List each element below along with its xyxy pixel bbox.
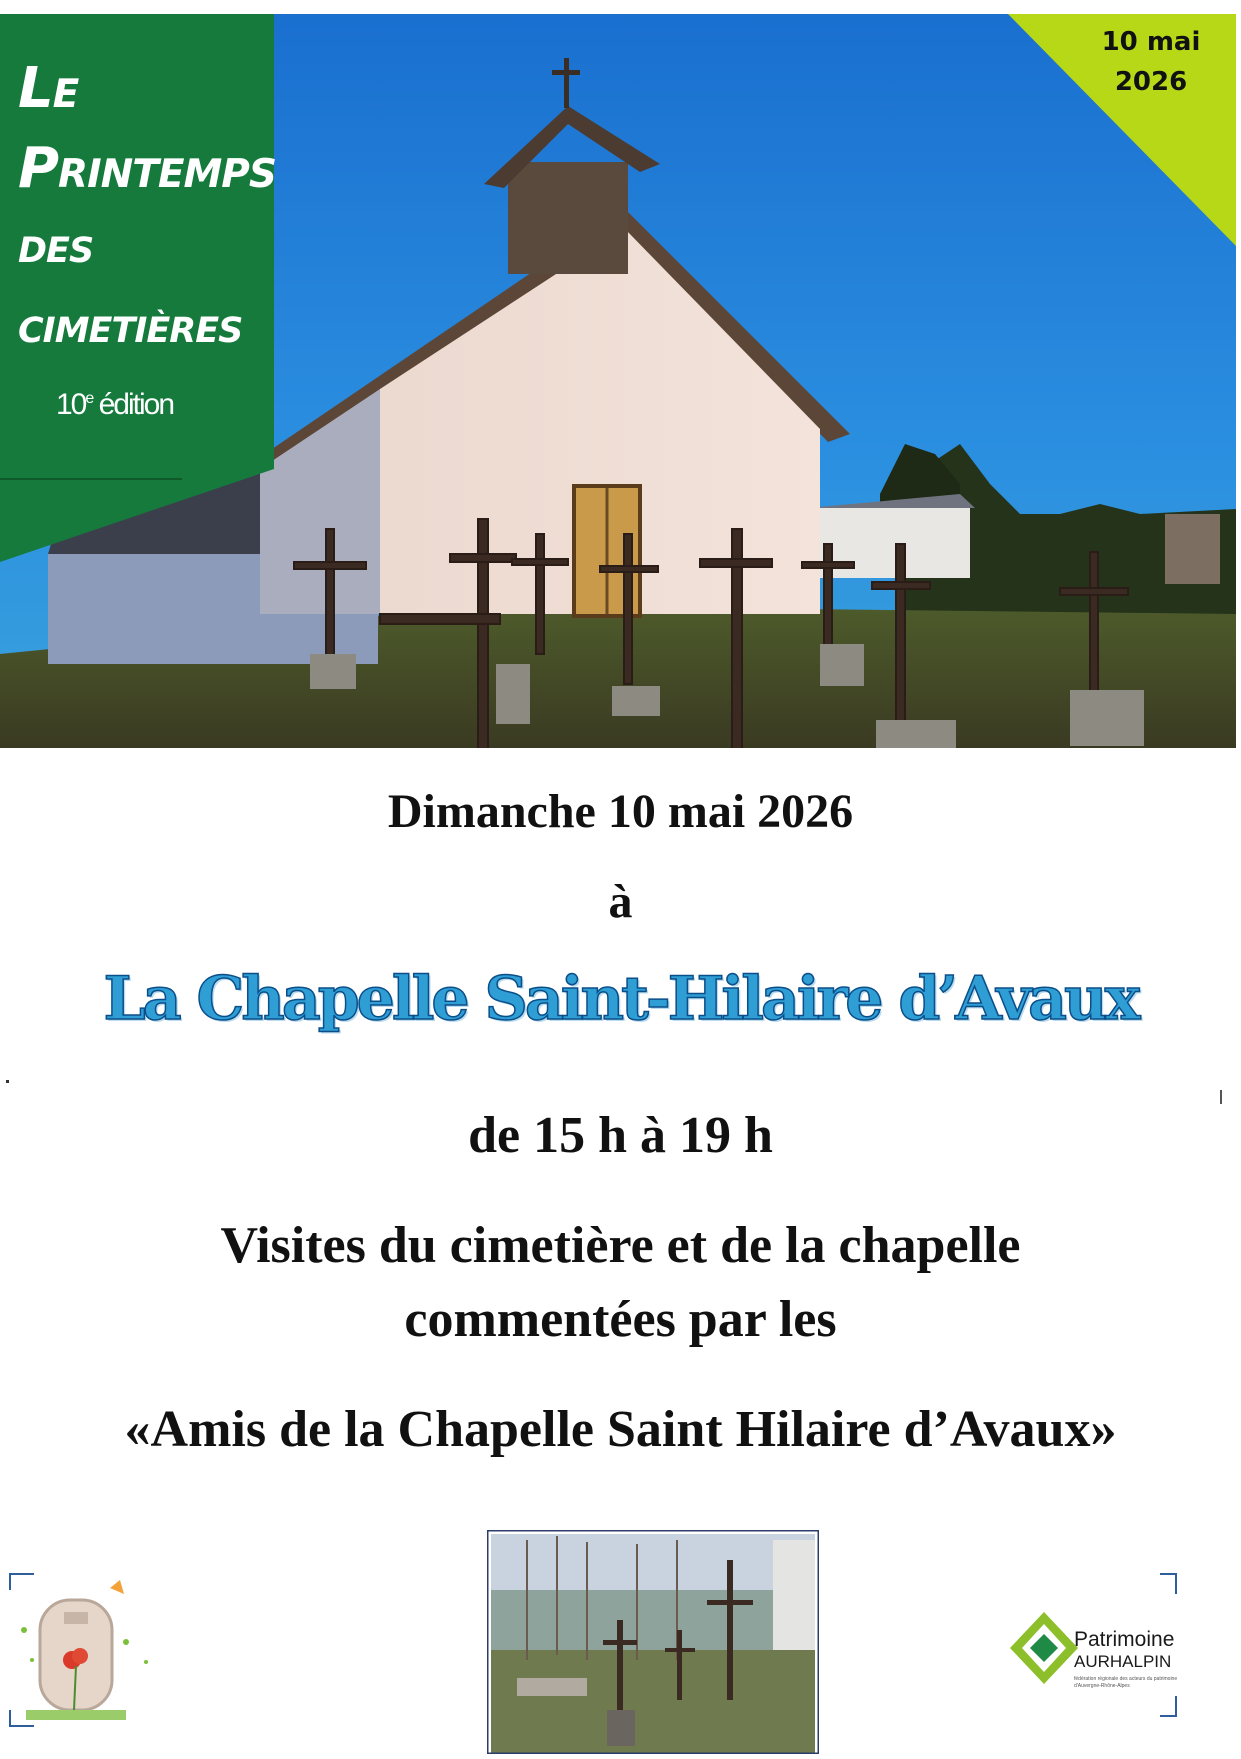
event-place: La Chapelle Saint-Hilaire d’Avaux xyxy=(103,964,1138,1034)
title-line-4: cimetières xyxy=(18,296,243,354)
edition-label xyxy=(56,388,173,422)
stray-mark xyxy=(6,1080,9,1083)
title-line-2: Printemps xyxy=(18,136,276,201)
stray-mark xyxy=(1220,1090,1222,1104)
edition-number: 10 xyxy=(56,388,86,421)
corner-date-line-1: 10 mai xyxy=(1101,27,1201,57)
title-line-3: des xyxy=(18,216,94,274)
partner-tagline-line-1: fédération régionale des acteurs du patrimoine xyxy=(1074,1676,1178,1682)
event-description-line-1: Visites du cimetière et de la chapelle xyxy=(220,1217,1021,1274)
event-date: Dimanche 10 mai 2026 xyxy=(387,785,854,838)
event-preposition: à xyxy=(608,875,633,928)
cemetery-photo xyxy=(487,1530,819,1754)
event-title-block xyxy=(0,14,274,562)
event-description-line-2: commentées par les xyxy=(404,1291,837,1348)
corner-date xyxy=(1081,22,1221,102)
edition-word: édition xyxy=(98,388,174,421)
event-hours: de 15 h à 19 h xyxy=(468,1107,773,1164)
title-line-1: Le xyxy=(18,56,79,121)
event-organizer: «Amis de la Chapelle Saint Hilaire d’Avaux» xyxy=(124,1401,1117,1458)
edition-suffix: e xyxy=(85,390,93,407)
partner-name-line-1: Patrimoine xyxy=(1074,1628,1175,1651)
partner-logo xyxy=(1008,1570,1184,1720)
partner-name-line-2: AURHALPIN xyxy=(1074,1652,1172,1671)
cemetery-logo-icon xyxy=(6,1570,156,1730)
corner-date-line-2: 2026 xyxy=(1114,67,1188,97)
partner-tagline-line-2: d'Auvergne-Rhône-Alpes xyxy=(1074,1683,1130,1689)
